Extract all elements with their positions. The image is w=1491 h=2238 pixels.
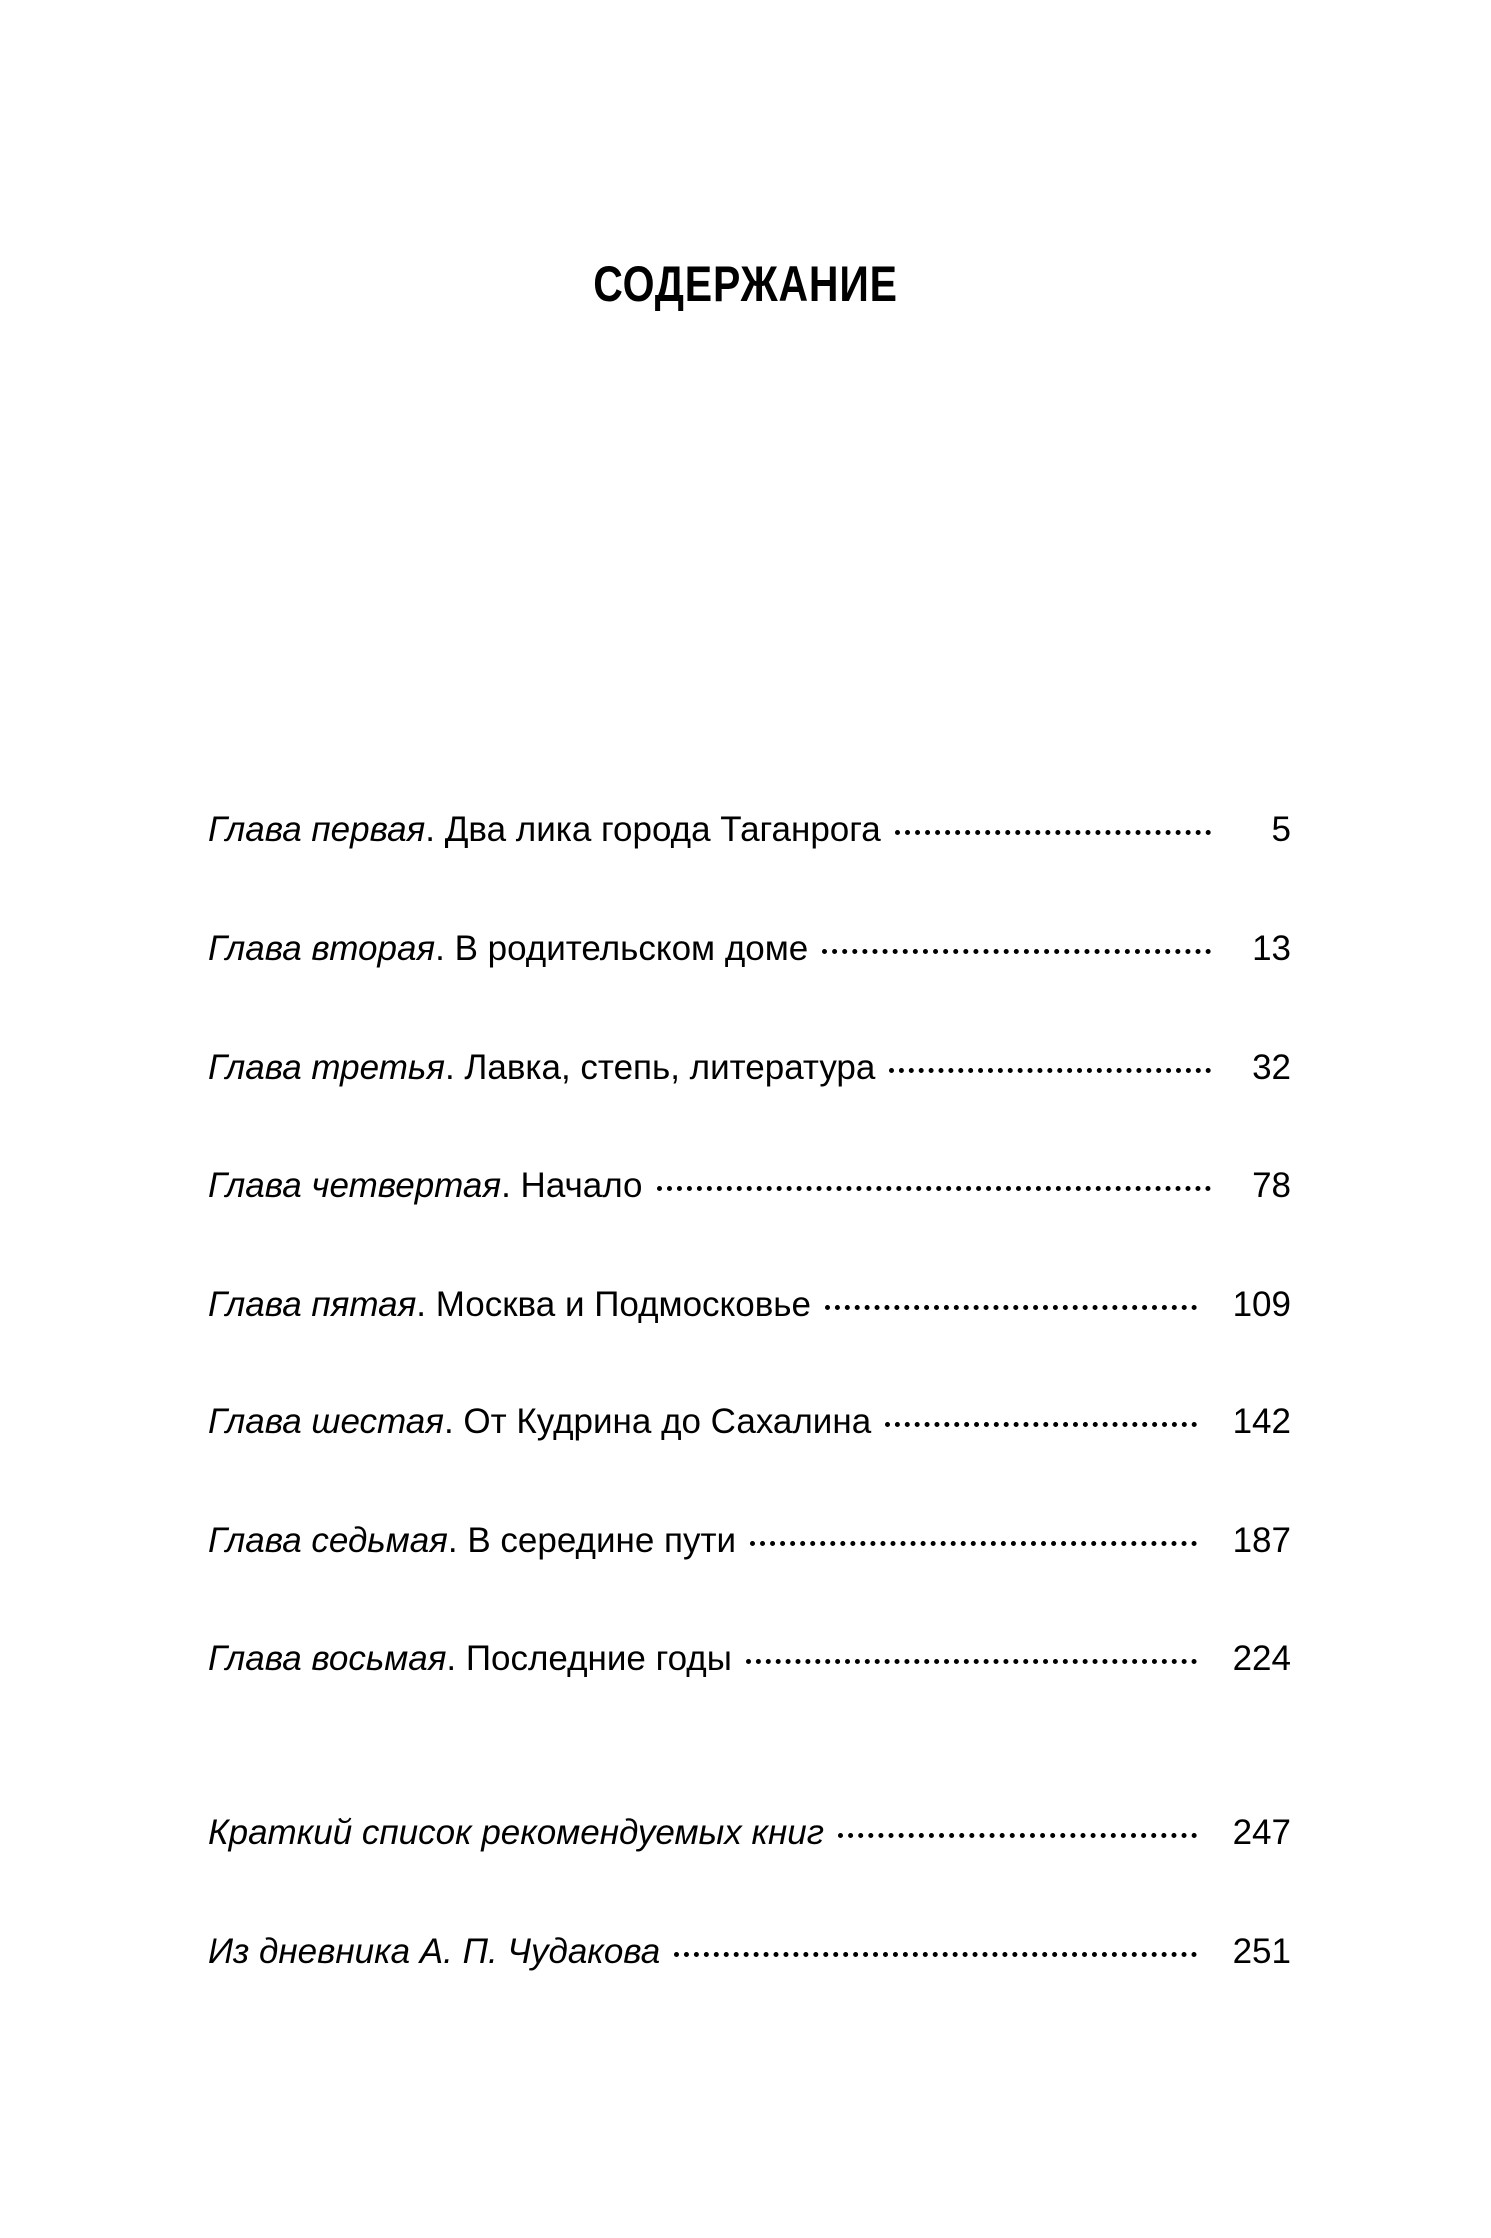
dot-leader [885,1422,1196,1427]
chapter-number: Глава четвертая [208,1166,502,1205]
page-number: 32 [1252,1048,1291,1087]
toc-entry[interactable] [208,924,1291,974]
toc-entry[interactable] [208,1280,1291,1330]
chapter-number: Глава пятая [208,1285,417,1324]
separator: . [444,1048,465,1087]
dot-leader [889,1068,1211,1073]
toc-appendix-entry[interactable] [208,1808,1291,1858]
page-number: 224 [1232,1639,1291,1678]
chapter-number: Глава первая [208,810,426,849]
entry-label [208,924,808,974]
page-number: 187 [1232,1521,1291,1560]
toc-entry[interactable] [208,1634,1291,1684]
dot-leader [746,1659,1197,1664]
entry-label [208,1397,871,1447]
separator: . [425,810,445,849]
appendix-title: Из дневника А. П. Чудакова [208,1932,661,1971]
chapter-number: Глава седьмая [208,1521,448,1560]
toc-entry[interactable] [208,1397,1291,1447]
toc-entry[interactable] [208,805,1291,855]
entry-label [208,1043,875,1093]
entry-label [208,1516,736,1566]
dot-leader [838,1833,1197,1838]
chapter-title: Два лика города Таганрога [444,810,881,849]
toc-entry[interactable] [208,1161,1291,1211]
chapter-number: Глава вторая [208,929,436,968]
chapter-number: Глава шестая [208,1402,444,1441]
chapter-title: Москва и Подмосковье [435,1285,811,1324]
separator: . [447,1521,468,1560]
separator: . [501,1166,521,1205]
chapter-title: В середине пути [467,1521,737,1560]
page-number: 109 [1232,1285,1291,1324]
toc-entry[interactable] [208,1516,1291,1566]
entry-label [208,1634,732,1684]
chapter-title: Лавка, степь, литература [464,1048,876,1087]
separator: . [435,929,455,968]
chapter-number: Глава третья [208,1048,445,1087]
dot-leader [674,1952,1196,1957]
separator: . [446,1639,466,1678]
entry-label [208,1161,643,1211]
separator: . [443,1402,464,1441]
page-number: 247 [1232,1813,1291,1852]
page-number: 251 [1232,1932,1291,1971]
page-title: СОДЕРЖАНИЕ [593,256,898,312]
toc-entry[interactable] [208,1043,1291,1093]
chapter-title: Начало [520,1166,643,1205]
dot-leader [657,1186,1212,1191]
page-number: 5 [1271,810,1291,849]
dot-leader [895,830,1211,835]
dot-leader [825,1305,1197,1310]
chapter-title: Последние годы [465,1639,732,1678]
page-number: 78 [1252,1166,1291,1205]
chapter-title: В родительском доме [454,929,809,968]
appendix-title: Краткий список рекомендуемых книг [208,1813,824,1852]
entry-label [208,1280,811,1330]
page-number: 142 [1232,1402,1291,1441]
dot-leader [750,1541,1197,1546]
dot-leader [822,949,1211,954]
separator: . [416,1285,436,1324]
chapter-title: От Кудрина до Сахалина [463,1402,872,1441]
chapter-number: Глава восьмая [208,1639,447,1678]
page-number: 13 [1252,929,1291,968]
toc-appendix-entry[interactable] [208,1927,1291,1977]
entry-label [208,805,881,855]
